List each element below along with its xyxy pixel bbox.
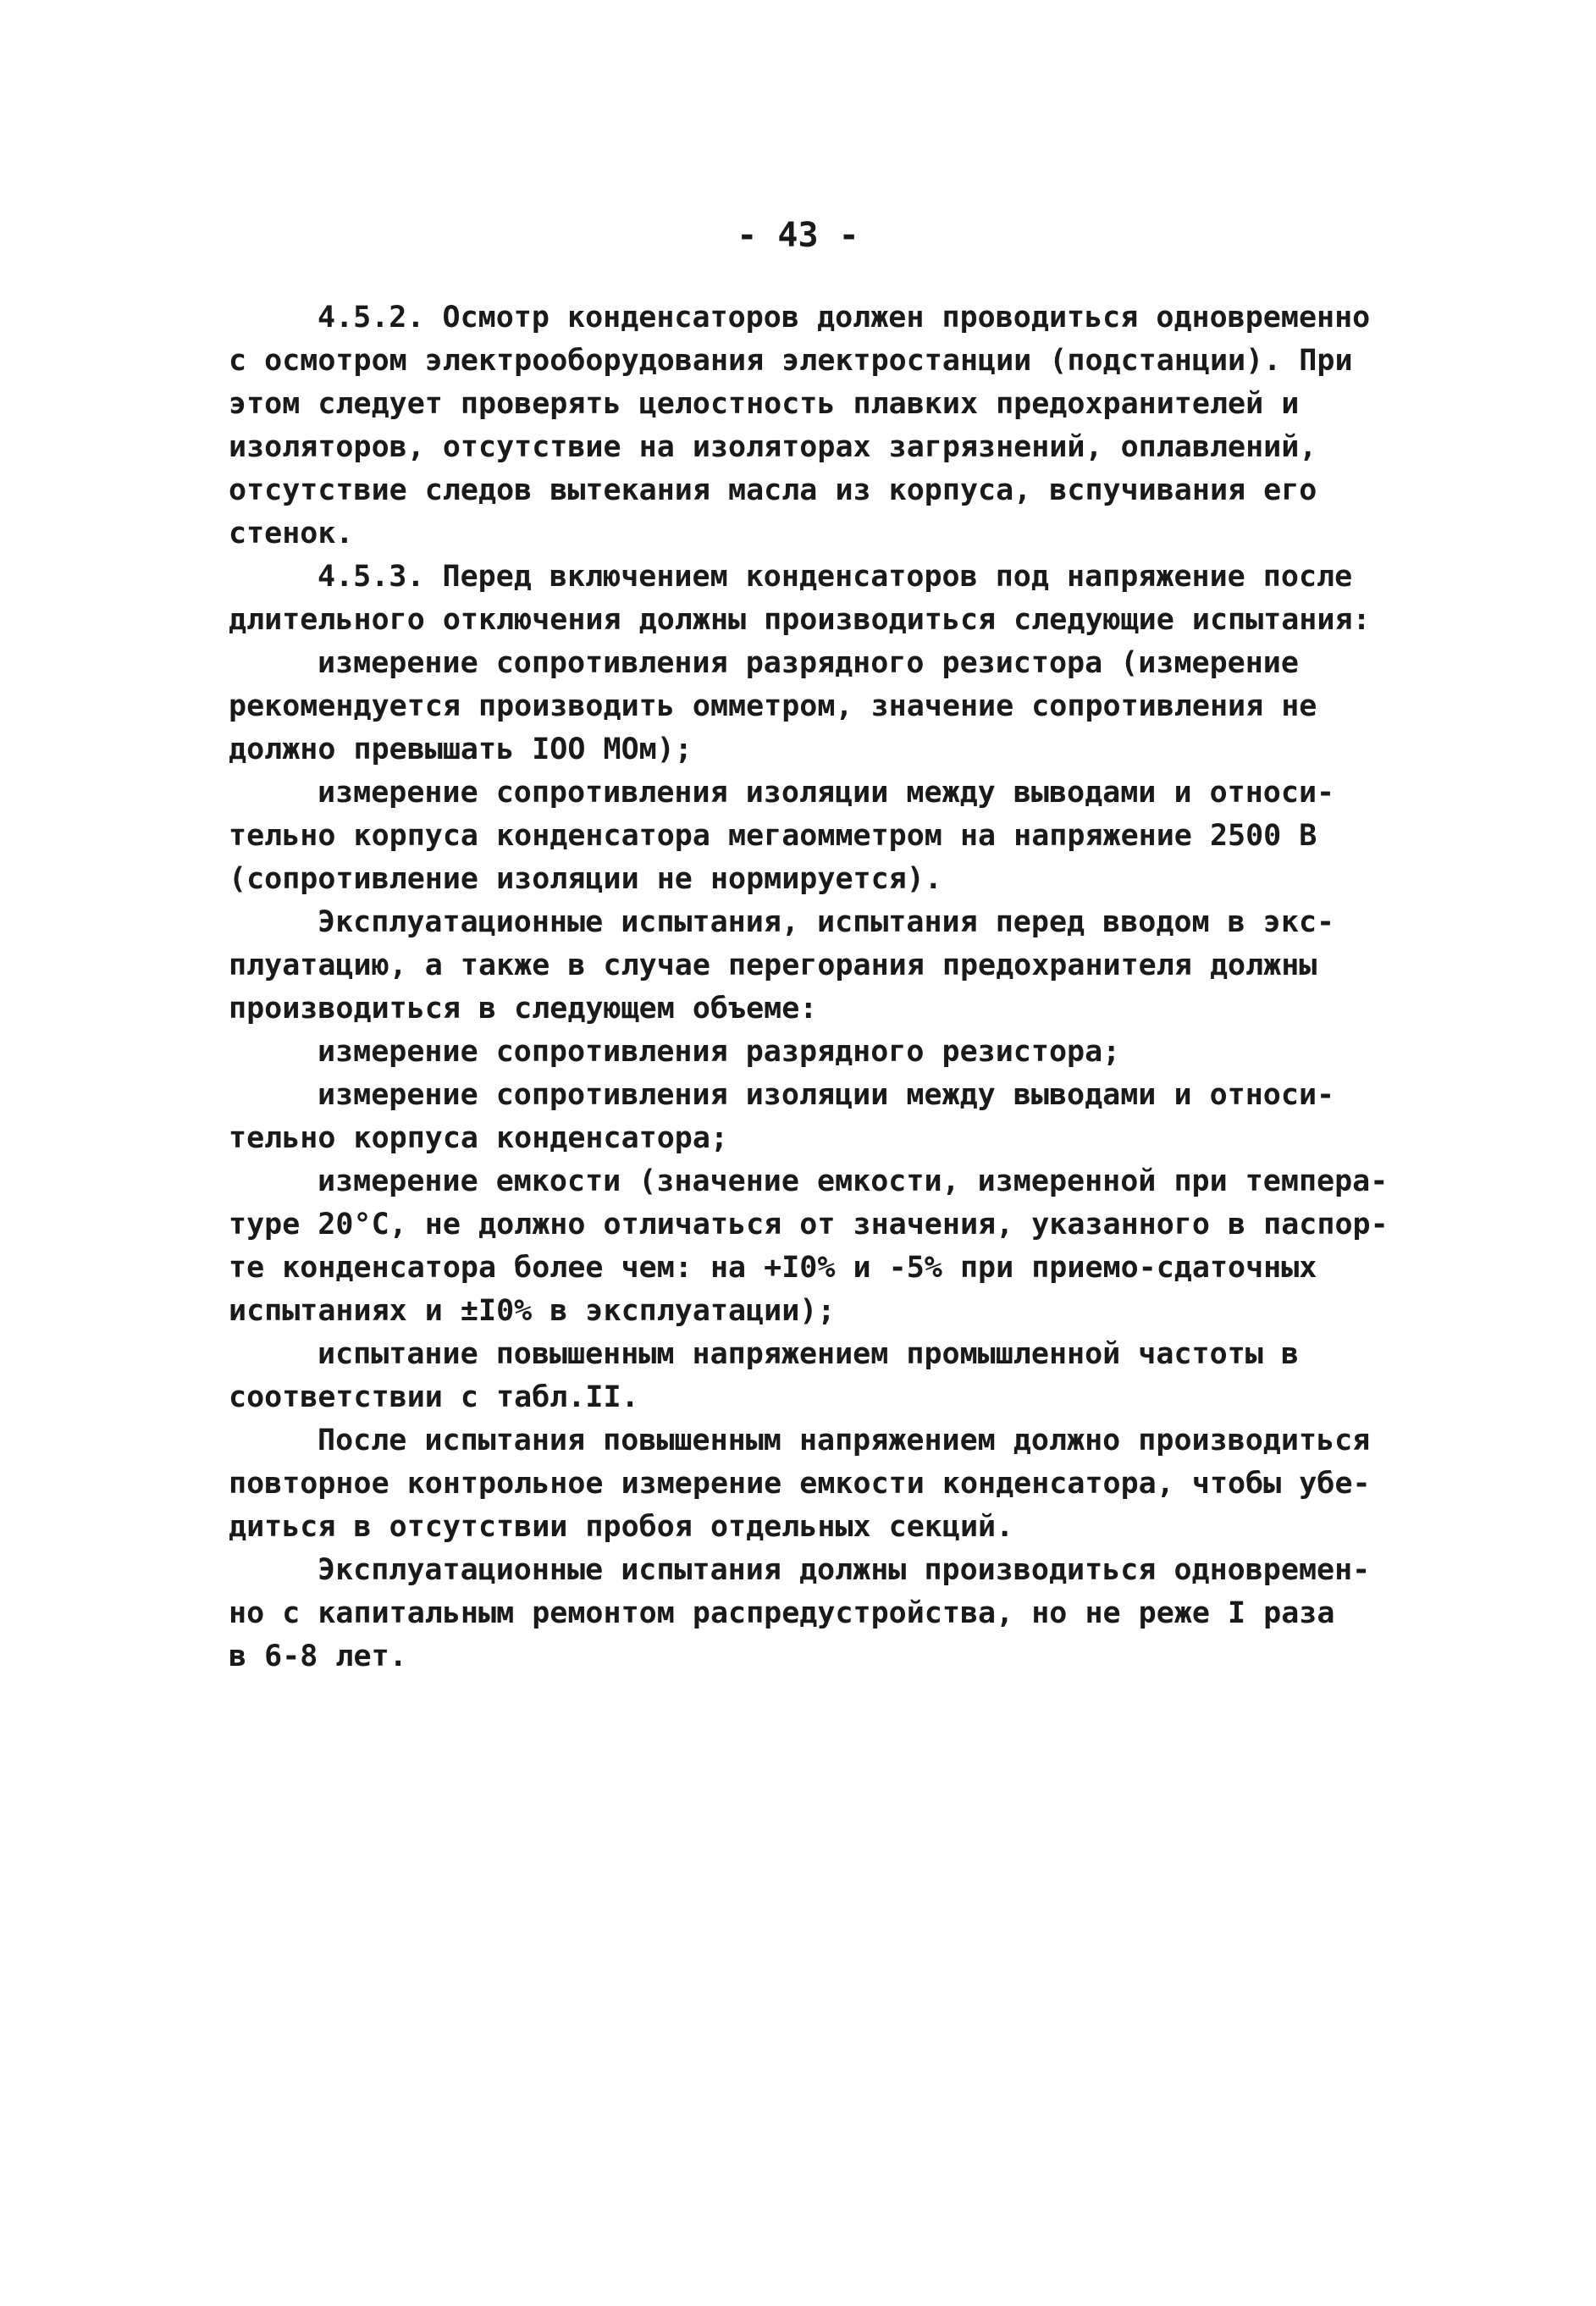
text-line: измерение сопротивления изоляции между выводами и относи-	[318, 1078, 1335, 1112]
text-line: отсутствие следов вытекания масла из корпуса, вспучивания его	[229, 473, 1317, 507]
text-line: повторное контрольное измерение емкости конденсатора, чтобы убе-	[229, 1467, 1371, 1501]
text-line: испытание повышенным напряжением промышленной частоты в	[318, 1337, 1299, 1371]
document-body	[229, 296, 1389, 1678]
text-line: длительного отключения должны производиться следующие испытания:	[229, 603, 1371, 637]
text-line: этом следует проверять целостность плавких предохранителей и	[229, 387, 1300, 421]
text-line: измерение сопротивления разрядного резистора;	[318, 1035, 1121, 1069]
text-line: После испытания повышенным напряжением должно производиться	[318, 1424, 1371, 1457]
text-line: с осмотром электрооборудования электростанции (подстанции). При	[229, 344, 1353, 378]
text-line: стенок.	[229, 517, 354, 550]
text-line: Эксплуатационные испытания должны производиться одновремен-	[318, 1553, 1371, 1587]
text-line: но с капитальным ремонтом распредустройства, но не реже I раза	[229, 1596, 1335, 1630]
text-line: испытаниях и ±I0% в эксплуатации);	[229, 1294, 836, 1328]
text-line: должно превышать IOO MОм);	[229, 733, 693, 766]
text-line: изоляторов, отсутствие на изоляторах загрязнений, оплавлений,	[229, 430, 1317, 464]
text-line: 4.5.2. Осмотр конденсаторов должен проводиться одновременно	[318, 301, 1371, 335]
text-line: измерение емкости (значение емкости, измеренной при темпера-	[318, 1164, 1389, 1198]
text-line: тельно корпуса конденсатора мегаомметром на напряжение 2500 В	[229, 819, 1317, 853]
text-line: рекомендуется производить омметром, значение сопротивления не	[229, 689, 1317, 723]
text-line: (сопротивление изоляции не нормируется).	[229, 862, 942, 896]
text-line: тельно корпуса конденсатора;	[229, 1121, 729, 1155]
text-line: диться в отсутствии пробоя отдельных секций.	[229, 1510, 1014, 1544]
text-line: измерение сопротивления разрядного резистора (измерение	[318, 646, 1299, 680]
text-line: те конденсатора более чем: на +I0% и -5% при приемо-сдаточных	[229, 1251, 1317, 1285]
text-line: туре 20°С, не должно отличаться от значения, указанного в паспор-	[229, 1208, 1389, 1241]
text-line: Эксплуатационные испытания, испытания перед вводом в экс-	[318, 905, 1335, 939]
text-line: производиться в следующем объеме:	[229, 992, 818, 1026]
text-line: соответствии с табл.II.	[229, 1380, 639, 1414]
text-line: плуатацию, а также в случае перегорания предохранителя должны	[229, 948, 1317, 982]
text-line: 4.5.3. Перед включением конденсаторов под напряжение после	[318, 560, 1353, 594]
text-line: в 6-8 лет.	[229, 1640, 407, 1673]
text-line: измерение сопротивления изоляции между выводами и относи-	[318, 776, 1335, 810]
page-number: - 43 -	[737, 216, 859, 255]
